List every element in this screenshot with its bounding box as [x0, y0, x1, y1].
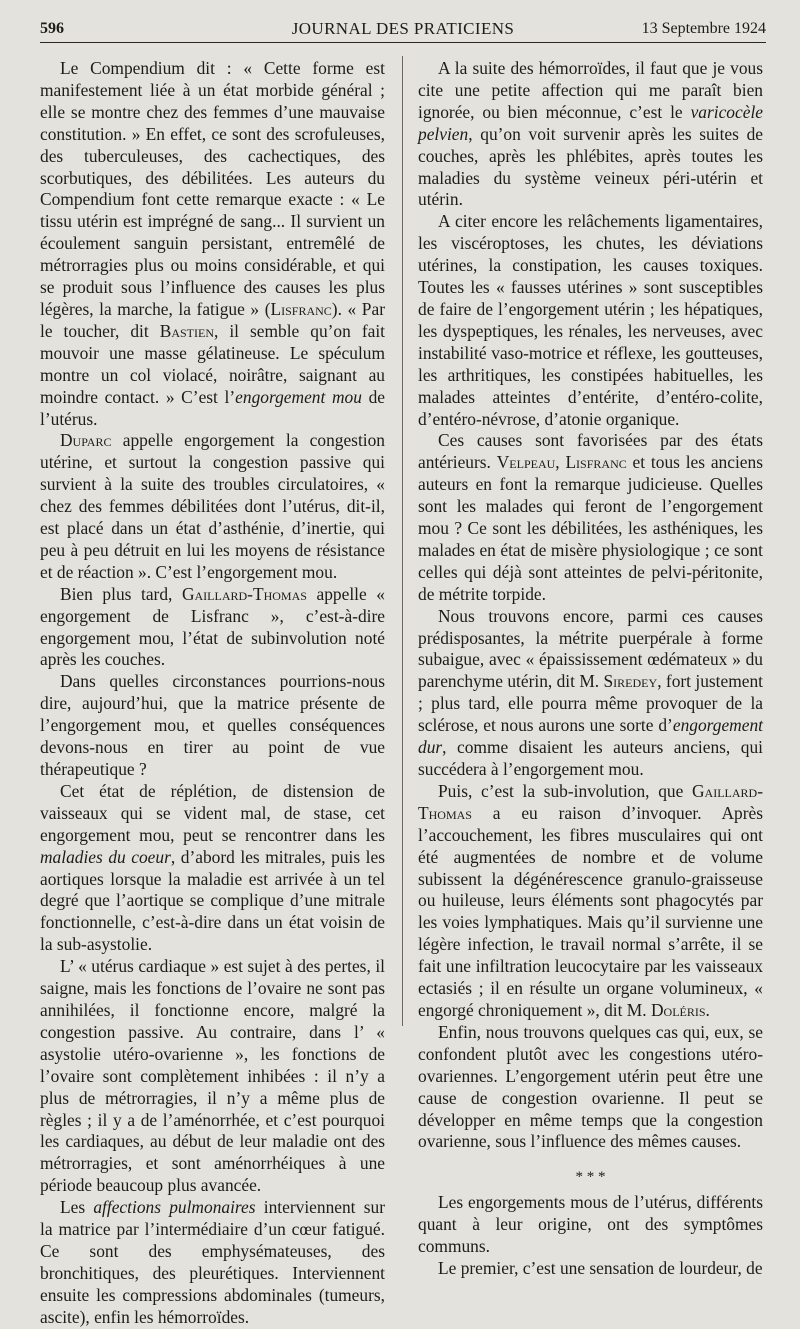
right-column: [418, 58, 763, 1280]
text-run: .: [705, 999, 710, 1020]
section-separator-asterism: [418, 1169, 763, 1186]
author-name: Duparc: [60, 430, 112, 451]
paragraph: [418, 211, 763, 430]
author-name: Gaillard-Thomas: [181, 583, 307, 604]
paragraph: [418, 1258, 763, 1280]
paragraph: [418, 430, 763, 605]
paragraph: [40, 781, 385, 956]
paragraph: [418, 1022, 763, 1153]
paragraph: [40, 1197, 385, 1328]
author-name: Doléris: [650, 999, 706, 1020]
text-run: , fort justement ; plus tard, elle pourra même provoquer de la sclérose, et nous aurons une sorte d’: [418, 671, 763, 736]
italic-phrase: engorgement mou: [235, 386, 362, 407]
text-run: Enfin, nous trouvons quelques cas qui, eux, se confondent plutôt avec les congestions utéro-ovariennes. L’engorgement utérin peut être une cause de congestion ovarienne. Il peut se développer en même temps que la congestion ovarienne, sous l’influence des mêmes causes.: [418, 1021, 763, 1152]
author-name: Siredey: [603, 671, 658, 692]
left-column: [40, 58, 385, 1329]
text-run: A la suite des hémorroïdes, il faut que je vous cite une petite affection qui me paraît bien ignorée, ou bien méconnue, c’est le: [418, 58, 763, 122]
author-name: Lisfranc: [270, 298, 332, 319]
text-run: ,: [555, 452, 566, 473]
text-run: Dans quelles circonstances pourrions-nous dire, aujourd’hui, que la matrice présente de l’engorgement mou, et quelles conséquences devons-nous en tirer au point de vue thérapeutique ?: [40, 671, 385, 779]
text-run: * * *: [575, 1169, 606, 1186]
text-run: de l’utérus.: [40, 386, 386, 429]
text-run: Le premier, c’est une sensation de lourdeur, de: [438, 1258, 763, 1279]
paragraph: [40, 671, 385, 781]
paragraph: [418, 1192, 763, 1258]
text-run: et tous les anciens auteurs en font la remarque judicieuse. Quelles sont les malades qui feront de l’engorgement mou ? Ce sont les débilitées, les asthéniques, les malades en état de misère physiologique ; ce sont celles qui déjà sont atteintes de pelvi-péritonite, de métrite torpide.: [418, 452, 763, 604]
italic-phrase: varicocèle pelvien: [418, 101, 763, 144]
text-run: ). « Par le toucher, dit: [40, 298, 385, 341]
text-run: Les: [60, 1197, 94, 1218]
author-name: Lisfranc: [565, 452, 627, 473]
text-run: Cet état de réplétion, de distension de vaisseaux qui se vident mal, de stase, cet engorgement mou, peut se rencontrer dans les: [40, 780, 385, 845]
author-name: Velpeau: [496, 452, 556, 473]
author-name: Gaillard-Thomas: [418, 780, 763, 823]
paragraph: [40, 430, 385, 583]
text-run: , qu’on voit survenir après les suites de couches, après les phlébites, après toutes les maladies du système veineux péri-utérin et utérin.: [418, 123, 763, 210]
paragraph: [40, 584, 385, 672]
text-run: , d’abord les mitrales, puis les aortiques lorsque la maladie est arrivée à un tel degré que l’aortique se complique d’une mitrale fonctionnelle, c’est-à-dire dans un état voisin de la sub-asystolie.: [40, 846, 385, 955]
text-run: Puis, c’est la sub-involution, que: [438, 780, 692, 801]
page-number: 596: [40, 20, 64, 37]
text-run: Ces causes sont favorisées par des états antérieurs.: [418, 430, 763, 473]
text-run: Les engorgements mous de l’utérus, différents quant à leur origine, ont des symptômes communs.: [418, 1192, 763, 1257]
running-header: [40, 18, 766, 43]
issue-date: 13 Septembre 1924: [641, 20, 766, 37]
text-run: L’ « utérus cardiaque » est sujet à des pertes, il saigne, mais les fonctions de l’ovaire ne sont pas annihilées, il fonctionne encore, malgré la congestion passive. Au contraire, dans l’ « asystolie utéro-ovarienne », les fonctions de l’ovaire sont complètement inhibées : il n’y a plus de métrorragies, il n’y a même plus de règles ; il y a de l’aménorrhée, et c’est pourquoi les cardiaques, au début de leur maladie ont des métrorragies, et sont aménorrhéiques à une période beaucoup plus avancée.: [40, 956, 385, 1196]
paragraph: [418, 58, 763, 211]
text-run: appelle engorgement la congestion utérine, et surtout la congestion passive qui survient à la suite des troubles circulatoires, « chez des femmes débilitées dont l’utérus, dit-il, est placé dans un état d’asthénie, d’inertie, qui peu à peu détruit en lui les moyens de résistance et de réaction ». C’est l’engorgement mou.: [40, 430, 385, 582]
text-run: , comme disaient les auteurs anciens, qui succédera à l’engorgement mou.: [418, 737, 763, 779]
text-run: interviennent sur la matrice par l’intermédiaire d’un cœur fatigué. Ce sont des emphysémateuses, des bronchitiques, des pleurétiques. Interviennent ensuite les compressions abdominales (tumeurs, ascite), enfin les hémorroïdes.: [40, 1197, 386, 1327]
text-run: A citer encore les relâchements ligamentaires, les viscéroptoses, les chutes, les déviations utérines, la constipation, les causes toxiques. Toutes les « fausses utérines » sont susceptibles de faire de l’engorgement utérin ; les hépatiques, les dyspeptiques, les rénales, les nerveuses, avec instabilité vaso-motrice et réflexe, les goutteuses, les arthritiques, les constipées habituelles, les malades atteintes d’entérite, d’entéro-colite, d’entéro-névrose, d’atonie organique.: [418, 211, 763, 429]
italic-phrase: affections pulmonaires: [93, 1197, 256, 1218]
text-run: Nous trouvons encore, parmi ces causes prédisposantes, la métrite puerpérale à forme subaigue, avec « épaississement œdémateux » du parenchyme utérin, dit M.: [418, 605, 763, 692]
text-run: a eu raison d’invoquer. Après l’accouchement, les fibres musculaires qui ont été augmentées de nombre et de volume subissent la dégénérescence granulo-graisseuse ou huileuse, leurs éléments sont phagocytés par les voies lymphatiques. Mais qu’il survienne une légère infection, le travail normal s’arrête, il se fait une infiltration leucocytaire par les vaisseaux ectasiés ; il en résulte un organe volumineux, « engorgé chroniquement », dit M.: [418, 802, 763, 1020]
column-divider: [402, 56, 403, 1026]
paragraph: [418, 781, 763, 1022]
paragraph: [40, 58, 385, 430]
text-run: , il semble qu’on fait mouvoir une masse gélatineuse. Le spéculum montre un col violacé, noirâtre, saignant au moindre contact. » C’est l’: [40, 320, 385, 407]
text-run: Bien plus tard,: [60, 583, 182, 604]
author-name: Bastien: [159, 320, 214, 341]
italic-phrase: maladies du coeur: [40, 846, 171, 867]
text-run: Le Compendium dit : « Cette forme est manifestement liée à un état morbide général ; elle se montre chez des femmes d’une mauvaise constitution. » En effet, ce sont des scrofuleuses, des tuberculeuses, des cachectiques, des scorbutiques, des débilitées. Les auteurs du Compendium font cette remarque exacte : « Le tissu utérin est imprégné de sang... Il survient un écoulement sanguin persistant, entremêlé de métrorragies plus ou moins considérable, et qui se produit sous l’influence des causes les plus légères, la marche, la fatigue » (: [40, 58, 385, 319]
journal-title: JOURNAL DES PRATICIENS: [291, 19, 515, 38]
text-run: appelle « engorgement de Lisfranc », c’est-à-dire engorgement mou, l’état de subinvolution noté après les couches.: [40, 583, 385, 670]
italic-phrase: engorgement dur: [418, 715, 763, 758]
paragraph: [418, 606, 763, 781]
paragraph: [40, 956, 385, 1197]
